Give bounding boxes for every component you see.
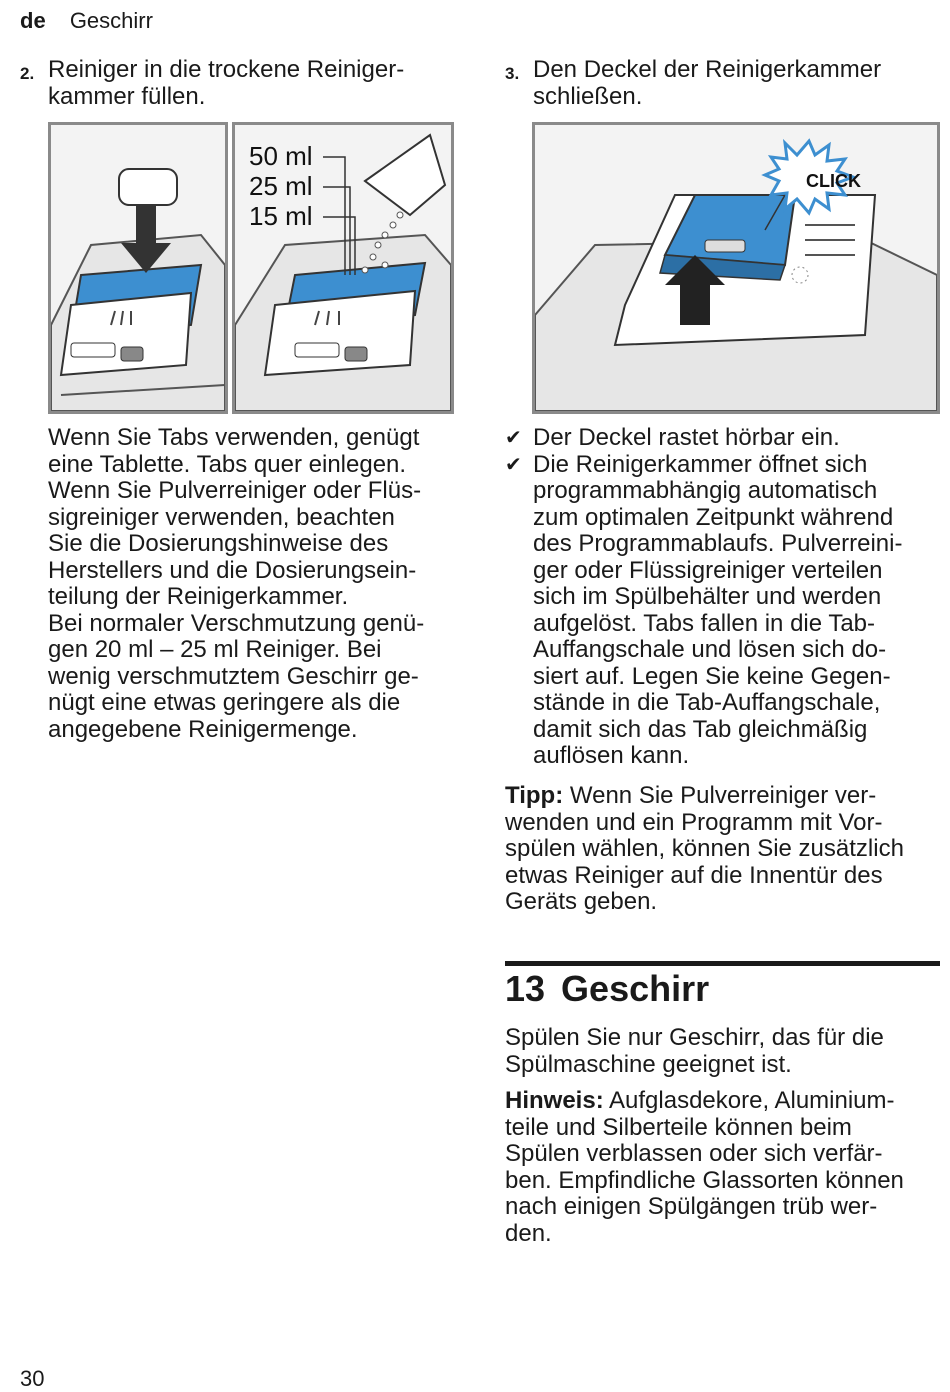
result-line: ger oder Flüssigreiniger verteilen: [533, 556, 883, 584]
measure-label-25: 25 ml: [249, 171, 313, 201]
left-line: nügt eine etwas geringere als die: [48, 689, 401, 716]
header-section: Geschirr: [69, 8, 153, 33]
figure-tab-insert: [48, 122, 228, 414]
measure-label-15: 15 ml: [249, 201, 313, 231]
tab-insert-illustration: [51, 125, 225, 411]
step-3-number: 3.: [505, 64, 520, 83]
tip-block: [505, 783, 943, 916]
result-line: sich im Spülbehälter und werden: [533, 583, 882, 610]
step-2: [20, 56, 460, 110]
note-label: Hinweis:: [505, 1087, 604, 1114]
page-number: 30: [20, 1366, 45, 1391]
note-line: Aufglasdekore, Aluminium-: [609, 1087, 895, 1114]
tip-line: Wenn Sie Pulverreiniger ver-: [569, 782, 877, 809]
left-line: gen 20 ml – 25 ml Reiniger. Bei: [48, 636, 382, 663]
intro-line: Spülen Sie nur Geschirr, das für die: [505, 1024, 884, 1051]
left-line: Sie die Dosierungshinweise des: [48, 530, 389, 557]
tip-line: etwas Reiniger auf die Innentür des: [505, 861, 883, 889]
tip-label: Tipp:: [505, 782, 564, 809]
result-item: [505, 425, 943, 452]
result-line: programmabhängig automatisch: [533, 477, 878, 504]
result-text: [533, 452, 902, 770]
intro-line: Spülmaschine geeignet ist.: [505, 1050, 792, 1078]
left-line: Wenn Sie Pulverreiniger oder Flüs-: [48, 477, 422, 504]
left-line: Wenn Sie Tabs verwenden, genügt: [48, 424, 420, 451]
section-number: 13: [505, 968, 546, 1009]
note-line: nach einigen Spülgängen trüb wer-: [505, 1193, 878, 1220]
close-lid-illustration: [535, 125, 937, 411]
note-line: Spülen verblassen oder sich verfär-: [505, 1140, 883, 1167]
result-line: siert auf. Legen Sie keine Gegen-: [533, 662, 891, 690]
left-line: wenig verschmutztem Geschirr ge-: [48, 662, 419, 690]
measure-label-50: 50 ml: [249, 141, 313, 171]
right-column: [505, 56, 943, 110]
result-line: aufgelöst. Tabs fallen in die Tab-: [533, 609, 876, 637]
result-line: damit sich das Tab gleichmäßig: [533, 715, 868, 743]
result-item: [505, 452, 943, 770]
dosage-illustration: [235, 125, 451, 411]
figure-dosage: [232, 122, 454, 414]
check-icon: ✔: [505, 453, 522, 476]
result-line: zum optimalen Zeitpunkt während: [533, 503, 894, 531]
result-line: Auffangschale und lösen sich do-: [533, 636, 887, 663]
note-block: [505, 1088, 943, 1247]
step-3: [505, 56, 943, 110]
check-icon: ✔: [505, 427, 522, 449]
result-list: [505, 425, 943, 770]
result-line: Die Reinigerkammer öffnet sich: [533, 450, 868, 478]
step-2-text: Reiniger in die trockene Reiniger-kammer füllen.: [48, 56, 405, 110]
result-line: stände in die Tab-Auffangschale,: [533, 689, 881, 716]
section-heading: [505, 968, 709, 1010]
section-title: Geschirr: [561, 968, 710, 1009]
result-line: auflösen kann.: [533, 742, 690, 769]
left-line: Herstellers und die Dosierungsein-: [48, 556, 417, 584]
left-paragraph: [48, 425, 458, 743]
result-line: des Programmablaufs. Pulverreini-: [533, 530, 903, 557]
note-line: teile und Silberteile können beim: [505, 1113, 852, 1141]
step-3-text: Den Deckel der Reinigerkammer schließen.: [533, 56, 882, 110]
figure-close-lid: [532, 122, 940, 414]
running-header: [20, 8, 153, 34]
result-text: Der Deckel rastet hörbar ein.: [533, 424, 840, 451]
click-label: CLICK: [806, 171, 861, 191]
note-line: ben. Empfindliche Glassorten können: [505, 1166, 904, 1194]
left-line: Bei normaler Verschmutzung genü-: [48, 609, 425, 637]
header-language: de: [20, 8, 46, 33]
tip-line: spülen wählen, können Sie zusätzlich: [505, 835, 904, 862]
left-line: eine Tablette. Tabs quer einlegen.: [48, 450, 407, 478]
section-intro: [505, 1025, 943, 1078]
left-line: sigreiniger verwenden, beachten: [48, 503, 395, 531]
tip-line: Geräts geben.: [505, 888, 658, 915]
section-rule: [505, 961, 940, 966]
tip-line: wenden und ein Programm mit Vor-: [505, 808, 883, 836]
step-2-number: 2.: [20, 64, 35, 83]
left-line: angegebene Reinigermenge.: [48, 715, 358, 743]
left-column: [20, 56, 460, 110]
left-line: teilung der Reinigerkammer.: [48, 583, 349, 610]
note-line: den.: [505, 1219, 552, 1247]
